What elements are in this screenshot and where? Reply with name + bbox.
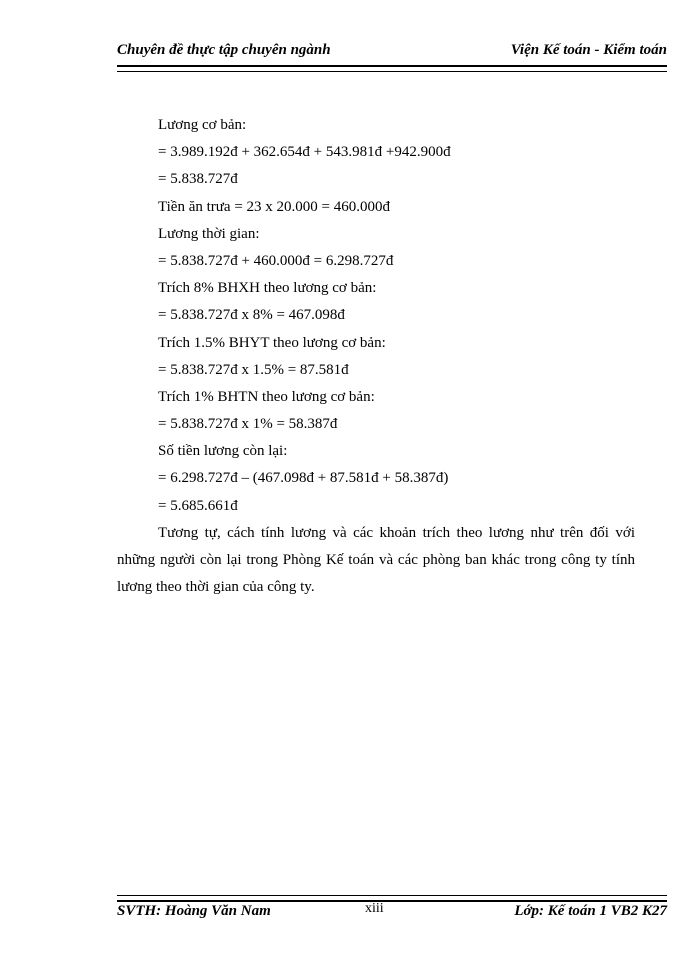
footer-class: Lớp: Kế toán 1 VB2 K27: [514, 903, 667, 919]
calc-line: = 6.298.727đ – (467.098đ + 87.581đ + 58.387đ): [158, 470, 449, 487]
calc-line: = 3.989.192đ + 362.654đ + 543.981đ +942.900đ: [158, 144, 451, 161]
calc-line: = 5.838.727đ x 1% = 58.387đ: [158, 416, 338, 433]
calc-line: = 5.838.727đ x 1.5% = 87.581đ: [158, 361, 349, 378]
header-rule: [117, 65, 667, 72]
calc-line: Lương thời gian:: [158, 225, 260, 242]
calc-line: Trích 1.5% BHYT theo lương cơ bản:: [158, 334, 386, 351]
page-footer: [117, 901, 667, 925]
closing-paragraph: Tương tự, cách tính lương và các khoản trích theo lương như trên đối với những người còn lại trong Phòng Kế toán và các phòng ban khác trong công ty tính lương theo thời gian của công ty.: [117, 524, 635, 596]
calc-line: Lương cơ bản:: [158, 117, 247, 133]
document-body: [117, 112, 635, 601]
calc-line: = 5.685.661đ: [158, 497, 238, 514]
page-header: [117, 40, 667, 64]
calc-line: = 5.838.727đ + 460.000đ = 6.298.727đ: [158, 252, 394, 269]
calc-line: Trích 8% BHXH theo lương cơ bản:: [158, 280, 377, 297]
calc-line: Tiền ăn trưa = 23 x 20.000 = 460.000đ: [158, 198, 390, 215]
calc-line: = 5.838.727đ: [158, 171, 238, 188]
header-title: Chuyên đề thực tập chuyên ngành: [117, 42, 331, 58]
calc-line: Số tiền lương còn lại:: [158, 443, 288, 460]
footer-student: SVTH: Hoàng Văn Nam: [117, 903, 271, 919]
calc-line: = 5.838.727đ x 8% = 467.098đ: [158, 307, 345, 324]
page-number: xiii: [365, 901, 384, 916]
header-institute: Viện Kế toán - Kiểm toán: [510, 42, 667, 58]
calc-line: Trích 1% BHTN theo lương cơ bản:: [158, 388, 375, 405]
